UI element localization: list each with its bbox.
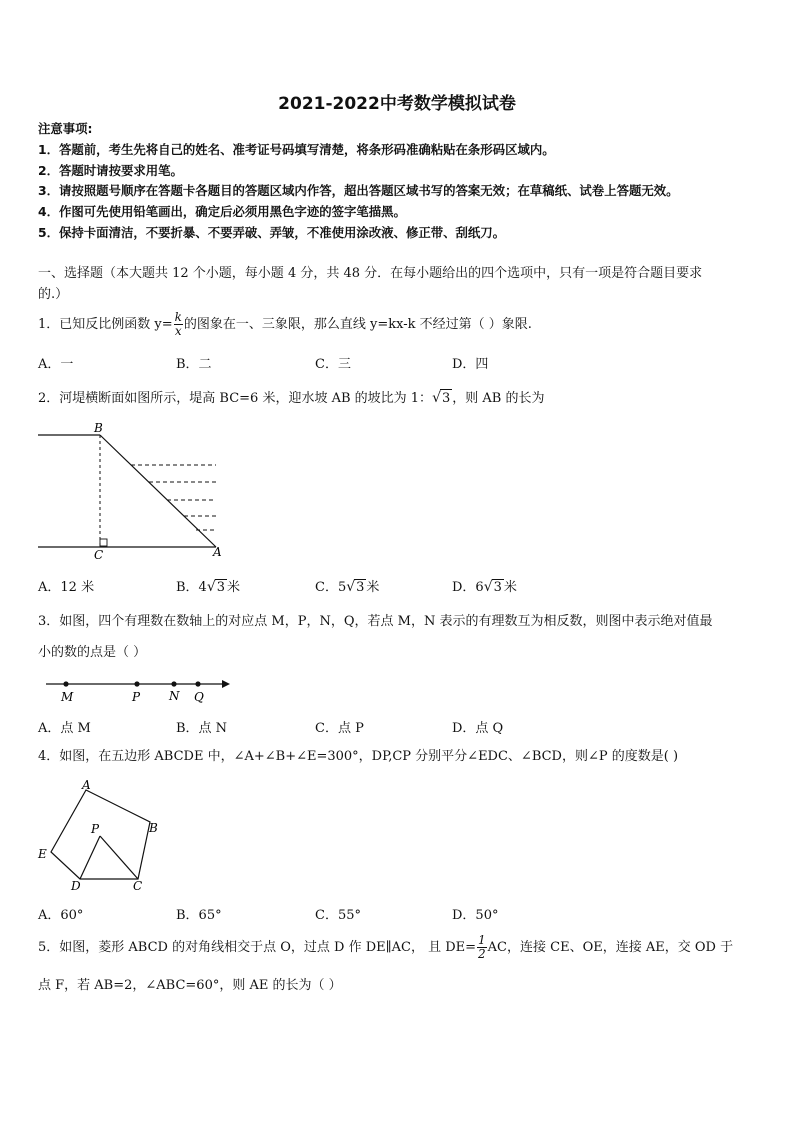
notice-heading: 注意事项:: [38, 121, 93, 136]
question-4-stem: 4．如图，在五边形 ABCDE 中，∠A+∠B+∠E=300°，DP,CP 分别平分∠EDC、∠BCD，则∠P 的度数是( ): [38, 749, 679, 764]
notice-item: 3．请按照题号顺序在答题卡各题目的答题区域内作答，超出答题区域书写的答案无效；在草稿纸、试卷上答题无效。: [38, 183, 679, 198]
q2-option-c[interactable]: C．5√3 米: [315, 579, 380, 595]
q3-label-m: M: [61, 690, 74, 704]
q4-option-d[interactable]: D．50°: [452, 908, 499, 923]
q2-option-b[interactable]: B．4√3 米: [176, 579, 241, 595]
q4-label-b: B: [149, 821, 158, 835]
q2-embankment-figure: [36, 420, 236, 560]
q1-text-post: 的图象在一、三象限，那么直线 y=kx-k 不经过第（ ）象限.: [183, 317, 532, 332]
q2-label-c: C: [94, 548, 104, 560]
question-1-stem: [38, 310, 532, 340]
q1-option-a[interactable]: A．一: [38, 357, 74, 372]
q3-option-a[interactable]: A．点 M: [38, 721, 91, 736]
q2-option-a[interactable]: A．12 米: [38, 580, 95, 595]
q1-text-pre: 1．已知反比例函数 y=: [38, 317, 173, 332]
q3-option-b[interactable]: B．点 N: [176, 721, 228, 736]
q3-option-c[interactable]: C．点 P: [315, 721, 364, 736]
q3-label-q: Q: [194, 690, 204, 704]
q2-label-b: B: [94, 421, 103, 435]
section-heading-cont: 的.）: [38, 287, 69, 302]
q4-label-c: C: [133, 879, 143, 893]
q3-point-q: [195, 681, 200, 686]
question-2-stem: 2．河堤横断面如图所示，堤高 BC=6 米，迎水坡 AB 的坡比为 1：√3 ，则 AB 的长为: [38, 390, 545, 406]
q3-number-line: [40, 674, 240, 706]
q1-fraction: $\frac{k}{x}$: [174, 310, 182, 338]
q3-label-p: P: [132, 690, 141, 704]
notice-item: 1．答题前，考生先将自己的姓名、准考证号码填写清楚，将条形码准确粘贴在条形码区域内。: [38, 142, 555, 157]
notice-item: 4．作图可先使用铅笔画出，确定后必须用黑色字迹的签字笔描黑。: [38, 204, 406, 219]
q3-point-n: [171, 681, 176, 686]
q3-label-n: N: [169, 689, 180, 703]
question-3-stem-cont: 小的数的点是（ ）: [38, 645, 147, 660]
q2-option-d[interactable]: D．6√3 米: [452, 579, 517, 595]
q3-point-m: [63, 681, 68, 686]
q2-label-a: A: [213, 545, 222, 559]
q4-label-a: A: [82, 778, 91, 792]
question-5-stem-cont: 点 F，若 AB=2，∠ABC=60°，则 AE 的长为（ ）: [38, 978, 342, 993]
page-title: 2021-2022中考数学模拟试卷: [278, 94, 516, 114]
q5-fraction: $\frac{1}{2}$: [478, 933, 486, 961]
notice-item: 5．保持卡面清洁，不要折暴、不要弄破、弄皱，不准使用涂改液、修正带、刮纸刀。: [38, 225, 506, 240]
q1-option-c[interactable]: C．三: [315, 357, 351, 372]
q4-option-a[interactable]: A．60°: [38, 908, 84, 923]
question-5-stem: 5．如图，菱形 ABCD 的对角线相交于点 O，过点 D 作 DE∥AC， 且 DE= $\frac{1}{2}$ AC，连接 CE、OE，连接 AE，交 OD 于: [38, 933, 734, 961]
q4-option-b[interactable]: B．65°: [176, 908, 222, 923]
q3-option-d[interactable]: D．点 Q: [452, 721, 504, 736]
q1-option-b[interactable]: B．二: [176, 357, 212, 372]
q4-pentagon-figure: [34, 776, 174, 894]
notice-item: 2．答题时请按要求用笔。: [38, 163, 183, 178]
section-heading: 一、选择题（本大题共 12 个小题，每小题 4 分，共 48 分．在每小题给出的四个选项中，只有一项是符合题目要求: [38, 266, 703, 281]
q1-option-d[interactable]: D．四: [452, 357, 489, 372]
q4-label-p: P: [91, 822, 100, 836]
q4-label-e: E: [38, 847, 47, 861]
question-3-stem: 3．如图，四个有理数在数轴上的对应点 M，P，N，Q，若点 M，N 表示的有理数互为相反数，则图中表示绝对值最: [38, 614, 713, 629]
q4-label-d: D: [71, 879, 81, 893]
q4-option-c[interactable]: C．55°: [315, 908, 361, 923]
q3-point-p: [134, 681, 139, 686]
